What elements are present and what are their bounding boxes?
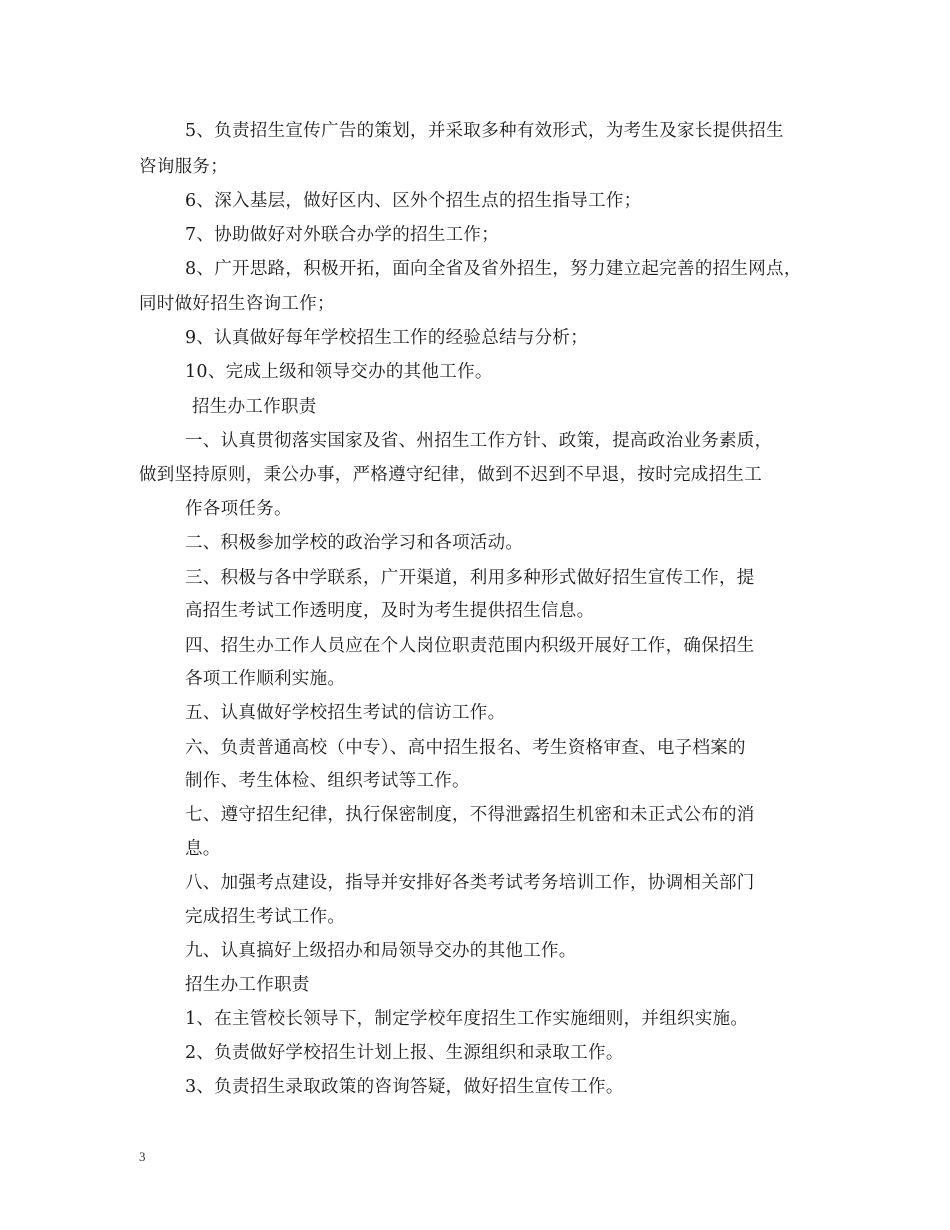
text-line: 四、招生办工作人员应在个人岗位职责范围内积级开展好工作，确保招生	[185, 636, 755, 656]
text-line: 高招生考试工作透明度，及时为考生提供招生信息。	[185, 601, 595, 621]
text-line: 做到坚持原则，秉公办事，严格遵守纪律，做到不迟到不早退，按时完成招生工	[139, 465, 762, 485]
text-line: 一、认真贯彻落实国家及省、州招生工作方针、政策，提高政治业务素质，	[185, 431, 773, 451]
text-line: 3、负责招生录取政策的咨询答疑，做好招生宣传工作。	[185, 1077, 624, 1097]
text-line: 五、认真做好学校招生考试的信访工作。	[185, 703, 506, 723]
text-line: 2、负责做好学校招生计划上报、生源组织和录取工作。	[185, 1043, 624, 1063]
text-line: 7、协助做好对外联合办学的招生工作；	[185, 225, 500, 245]
text-line: 咨询服务；	[139, 157, 228, 177]
text-line: 10、完成上级和领导交办的其他工作。	[185, 362, 493, 382]
text-line: 七、遵守招生纪律，执行保密制度，不得泄露招生机密和未正式公布的消	[185, 805, 755, 825]
text-line: 作各项任务。	[185, 499, 292, 519]
text-line: 完成招生考试工作。	[185, 907, 346, 927]
text-line: 息。	[185, 839, 221, 859]
text-line: 各项工作顺利实施。	[185, 669, 346, 689]
section-heading: 招生办工作职责	[192, 397, 317, 417]
text-line: 三、积极与各中学联系，广开渠道，利用多种形式做好招生宣传工作，提	[185, 568, 755, 588]
text-line: 5、负责招生宣传广告的策划，并采取多种有效形式，为考生及家长提供招生	[185, 121, 784, 141]
text-line: 九、认真搞好上级招办和局领导交办的其他工作。	[185, 941, 577, 961]
text-line: 制作、考生体检、组织考试等工作。	[185, 771, 470, 791]
text-line: 8、广开思路，积极开拓，面向全省及省外招生，努力建立起完善的招生网点，	[185, 259, 802, 279]
section-heading: 招生办工作职责	[185, 975, 310, 995]
text-line: 同时做好招生咨询工作；	[139, 294, 335, 314]
text-line: 六、负责普通高校（中专）、高中招生报名、考生资格审查、电子档案的	[185, 738, 746, 758]
page-number: 3	[139, 1149, 146, 1164]
text-line: 二、积极参加学校的政治学习和各项活动。	[185, 533, 524, 553]
text-line: 9、认真做好每年学校招生工作的经验总结与分析；	[185, 328, 589, 348]
text-line: 八、加强考点建设，指导并安排好各类考试考务培训工作，协调相关部门	[185, 873, 755, 893]
text-line: 6、深入基层，做好区内、区外个招生点的招生指导工作；	[185, 191, 642, 211]
text-line: 1、在主管校长领导下，制定学校年度招生工作实施细则，并组织实施。	[185, 1009, 749, 1029]
